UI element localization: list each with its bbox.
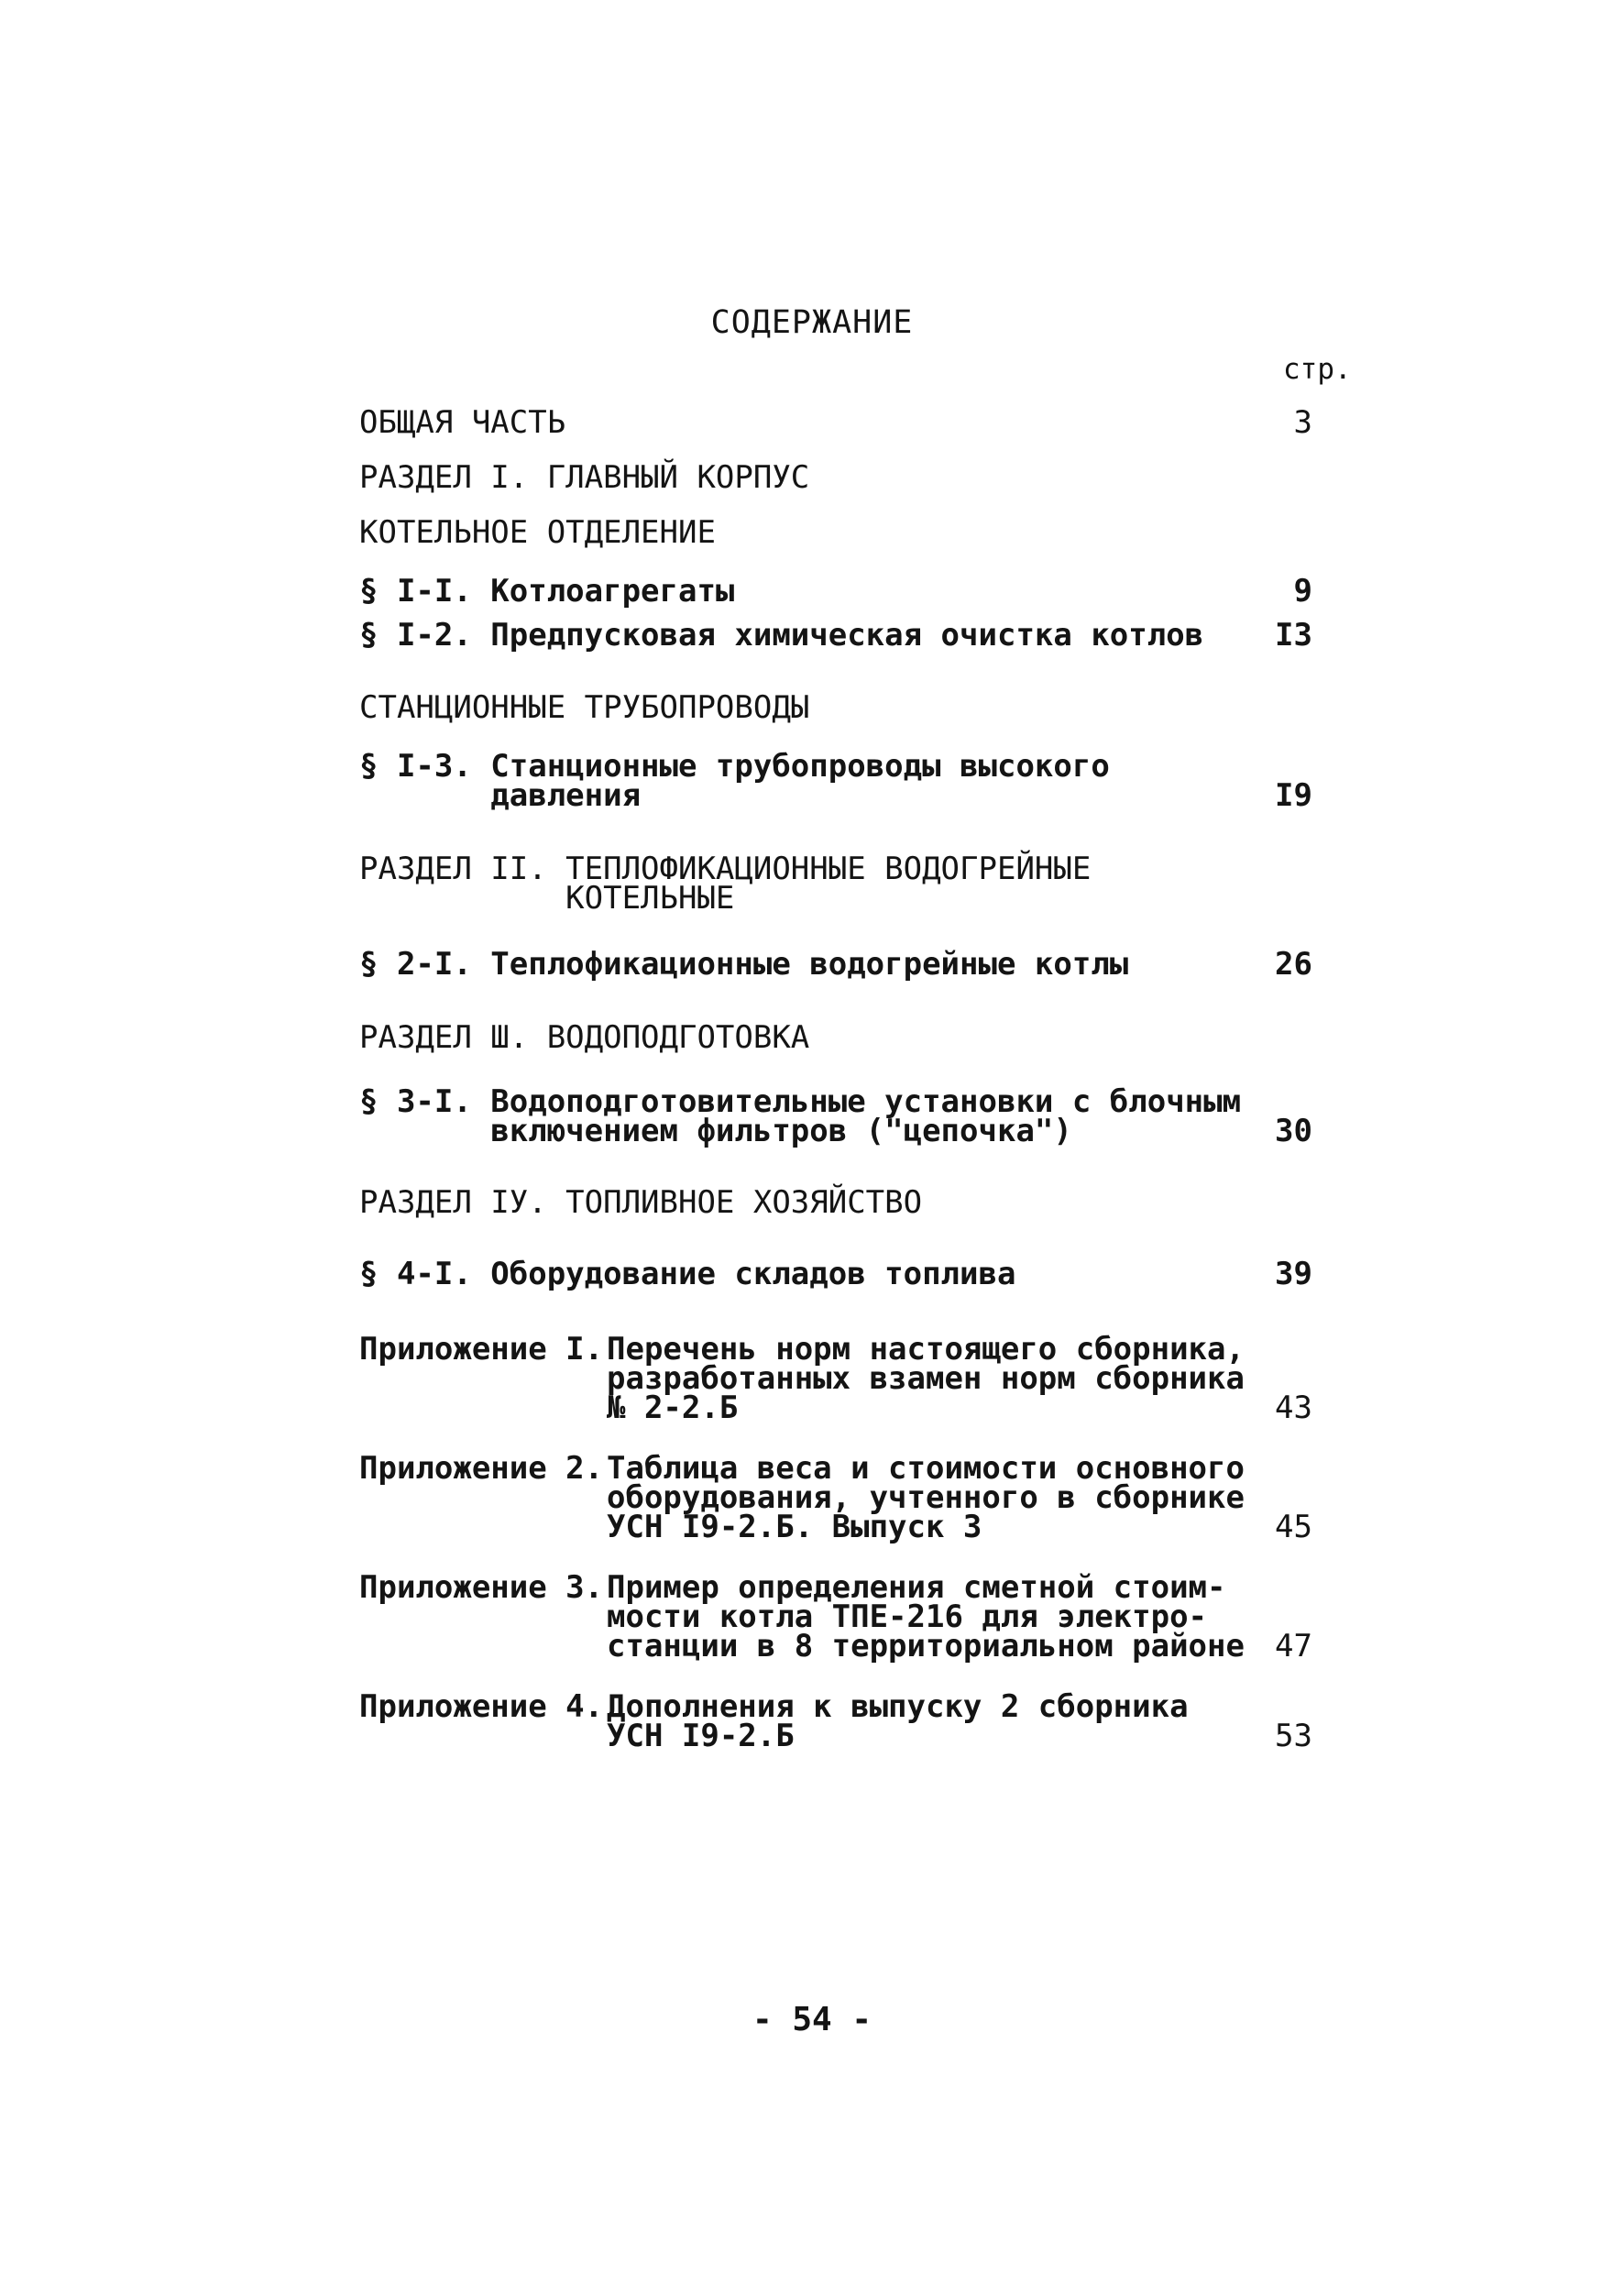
toc-entry-page: 30 — [1275, 1113, 1312, 1149]
toc-entry-text: КОТЕЛЬНОЕ ОТДЕЛЕНИЕ — [359, 514, 716, 551]
appendix-entry — [359, 1688, 1312, 1754]
toc-entry-text: § 4-I. Оборудование складов топлива — [359, 1256, 1016, 1292]
appendix-text: Дополнения к выпуску 2 сборника УСН I9-2.Б — [607, 1688, 1189, 1754]
toc-entry-page: 3 — [1293, 404, 1312, 441]
page-number: - 54 - — [752, 2001, 872, 2038]
toc-entry-page: I3 — [1275, 617, 1312, 654]
toc-entry — [359, 459, 1312, 496]
appendix-entry — [359, 1569, 1312, 1664]
toc-entry — [359, 1184, 1312, 1221]
toc-entry-text: § I-I. Котлоагрегаты — [359, 573, 735, 610]
toc-entry-text: § 2-I. Теплофикационные водогрейные котлы — [359, 946, 1129, 983]
appendix-label: Приложение 4. — [359, 1688, 604, 1725]
toc-entry — [359, 689, 1312, 726]
toc-entry-page: I9 — [1275, 777, 1312, 814]
appendix-entry — [359, 1331, 1312, 1426]
toc-entry-text: РАЗДЕЛ IУ. ТОПЛИВНОЕ ХОЗЯЙСТВО — [359, 1184, 923, 1221]
toc-entry-page: 26 — [1275, 946, 1312, 983]
toc-entry — [359, 514, 1312, 551]
toc-entry — [359, 573, 1312, 610]
toc-entry — [359, 1083, 1312, 1149]
toc-entry-page: 9 — [1293, 573, 1312, 610]
appendix-label: Приложение I. — [359, 1331, 604, 1368]
appendix-page: 47 — [1275, 1628, 1312, 1664]
toc-entry-text: РАЗДЕЛ Ш. ВОДОПОДГОТОВКА — [359, 1019, 810, 1056]
toc-entry — [359, 748, 1312, 814]
toc-entry-page: 39 — [1275, 1256, 1312, 1292]
appendix-text: Пример определения сметной стоим- мости котла ТПЕ-216 для электро- станции в 8 территориальном районе — [607, 1569, 1245, 1664]
toc-entry — [359, 1019, 1312, 1056]
toc-entry-text: § I-2. Предпусковая химическая очистка котлов — [359, 617, 1204, 654]
toc-entry-text: СТАНЦИОННЫЕ ТРУБОПРОВОДЫ — [359, 689, 810, 726]
appendix-entry — [359, 1450, 1312, 1545]
toc-entry-text: § I-3. Станционные трубопроводы высокого давления — [359, 748, 1110, 814]
toc-entry-text: § 3-I. Водоподготовительные установки с блочным включением фильтров ("цепочка") — [359, 1083, 1242, 1149]
toc-entry — [359, 617, 1312, 654]
toc-entry — [359, 851, 1312, 917]
appendix-text: Перечень норм настоящего сборника, разработанных взамен норм сборника № 2-2.Б — [607, 1331, 1245, 1426]
appendix-label: Приложение 2. — [359, 1450, 604, 1487]
appendix-text: Таблица веса и стоимости основного оборудования, учтенного в сборнике УСН I9-2.Б. Выпуск 3 — [607, 1450, 1245, 1545]
toc-entry — [359, 1256, 1312, 1292]
page-title: СОДЕРЖАНИЕ — [710, 304, 914, 341]
toc-entry — [359, 946, 1312, 983]
toc-entry — [359, 404, 1312, 441]
appendix-page: 53 — [1275, 1718, 1312, 1754]
appendix-label: Приложение 3. — [359, 1569, 604, 1606]
table-of-contents — [359, 404, 1312, 1754]
toc-entry-text: РАЗДЕЛ I. ГЛАВНЫЙ КОРПУС — [359, 459, 810, 496]
appendix-page: 43 — [1275, 1390, 1312, 1426]
page-column-label: стр. — [1283, 353, 1352, 386]
appendix-page: 45 — [1275, 1509, 1312, 1545]
toc-entry-text: РАЗДЕЛ II. ТЕПЛОФИКАЦИОННЫЕ ВОДОГРЕЙНЫЕ КОТЕЛЬНЫЕ — [359, 851, 1092, 917]
toc-entry-text: ОБЩАЯ ЧАСТЬ — [359, 404, 566, 441]
